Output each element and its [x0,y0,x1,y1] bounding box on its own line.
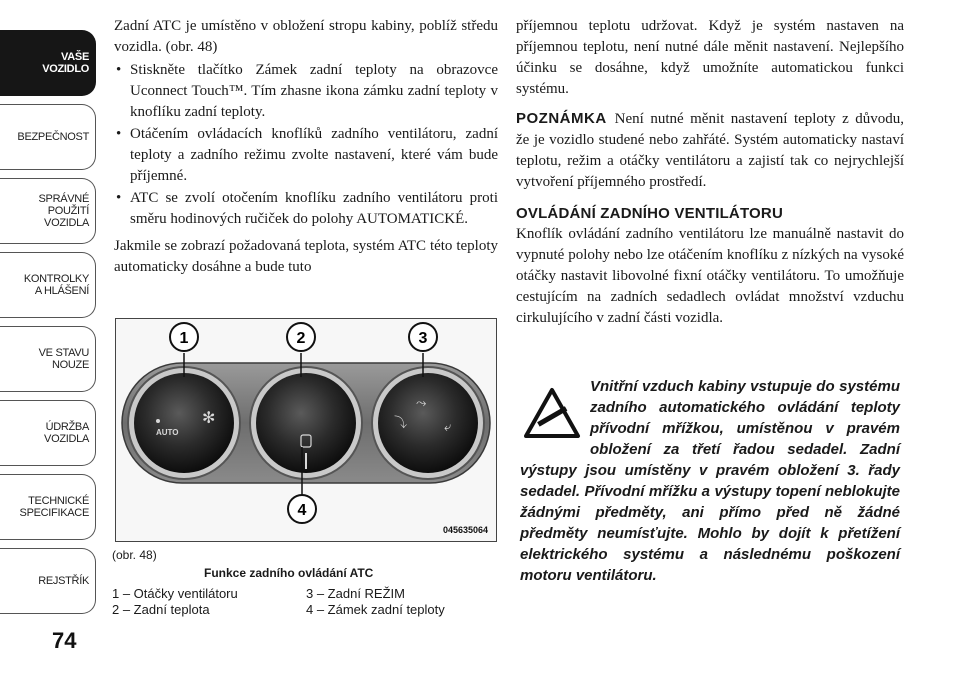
continuation-paragraph: Jakmile se zobrazí požadovaná teplota, systém ATC této teploty automaticky dosáhne a bude tuto [114,238,498,275]
figure-legend [112,586,492,618]
svg-text:1: 1 [179,330,189,347]
temperature-knob [250,367,362,479]
tab-technicke-specifikace[interactable]: TECHNICKÉ SPECIFIKACE [0,474,96,540]
atc-controls-illustration [116,319,496,541]
continuation-paragraph: příjemnou teplotu udržovat. Když je systém nastaven na příjemnou teplotu, není nutné dále měnit nastavení. Nejlepšího účinku se dosáhne, když umožníte automatickou funkci systému. [516,18,904,97]
fan-icon: ✻ [202,408,216,427]
svg-text:3: 3 [418,330,428,347]
mode-knob [372,367,484,479]
svg-text:2: 2 [296,330,306,347]
instruction-list [114,60,498,230]
tab-kontrolky-a-hlaseni[interactable]: KONTROLKY A HLÁŠENÍ [0,252,96,318]
tab-ve-stavu-nouze[interactable]: VE STAVU NOUZE [0,326,96,392]
tab-spravne-pouziti-vozidla[interactable]: SPRÁVNÉ POUŽITÍ VOZIDLA [0,178,96,244]
blower-paragraph: Knoflík ovládání zadního ventilátoru lze manuálně nastavit do vypnuté polohy nebo lze otáčením knoflíku z nízkých na vysoké otáčky nastavit libovolné fixní otáčky ventilátoru. To umožňuje cestujícím na zadních sedadlech ovládat množství vzduchu cirkulujícího v zadní části vozidla. [516,226,904,326]
list-item: • Otáčením ovládacích knoflíků zadního ventilátoru, zadní teploty a zadního režimu zvolte nastavení, které vám bude příjemné. [114,124,498,187]
warning-box [520,376,900,586]
right-column [516,16,904,329]
legend-item: 3 – Zadní REŽIM [306,586,405,601]
auto-label: AUTO [156,428,179,437]
warning-text: Vnitřní vzduch kabiny vstupuje do systému zadního automatického ovládání teploty přívodní mřížkou, umístěnou v pravém obložení za třetí řadou sedadel. Zadní výstupy jsou umístěny v pravém obložení 3. řady sedadel. Přívodní mřížku a výstupy topení neblokujte žádnými předměty, ani přímo před ně žádné předměty neumísťujte. Mohlo by dojít k přetížení elektrického systému a následnému poškození motoru ventilátoru. [520,378,900,584]
list-item: • Stiskněte tlačítko Zámek zadní teploty na obrazovce Uconnect Touch™. Tím zhasne ikona zámku zadní teploty v knoflíku zadní teploty. [114,60,498,123]
figure-caption: Funkce zadního ovládání ATC [204,566,374,580]
intro-paragraph: Zadní ATC je umístěno v obložení stropu kabiny, poblíž středu vozidla. (obr. 48) [114,18,498,55]
legend-item: 4 – Zámek zadní teploty [306,602,445,617]
page-number: 74 [52,628,77,653]
left-column [114,16,498,278]
section-heading: OVLÁDÁNÍ ZADNÍHO VENTILÁTORU [516,205,783,222]
panel-mode-icon: ⤶ [444,420,452,435]
legend-item: 2 – Zadní teplota [112,602,210,617]
bilevel-mode-icon: ⤳ [416,396,427,411]
warning-triangle-icon [522,384,582,444]
tab-bezpecnost[interactable]: BEZPEČNOST [0,104,96,170]
floor-mode-icon: ⤵ [394,416,408,431]
figure-code: 045635064 [442,525,488,535]
blower-knob [128,367,240,479]
note-text: Není nutné měnit nastavení teploty z důvodu, že je vozidlo studené nebo zahřáté. Systém automaticky nastaví teplotu, režim a otáčky ventilátoru a zajistí tak co nejrychlejší vytvoření příjemného prostředí. [516,111,904,190]
atc-controls-figure [115,318,497,542]
list-item: • ATC se zvolí otočením knoflíku zadního ventilátoru proti směru hodinových ručiček do polohy AUTOMATICKÉ. [114,188,498,230]
tab-rejstrik[interactable]: REJSTŘÍK [0,548,96,614]
tab-vase-vozidlo[interactable]: VAŠE VOZIDLO [0,30,96,96]
svg-text:4: 4 [297,502,307,519]
tab-udrzba-vozidla[interactable]: ÚDRŽBA VOZIDLA [0,400,96,466]
figure-reference: (obr. 48) [112,548,157,562]
note-paragraph [516,108,904,193]
legend-item: 1 – Otáčky ventilátoru [112,586,238,601]
note-label: POZNÁMKA [516,110,607,127]
